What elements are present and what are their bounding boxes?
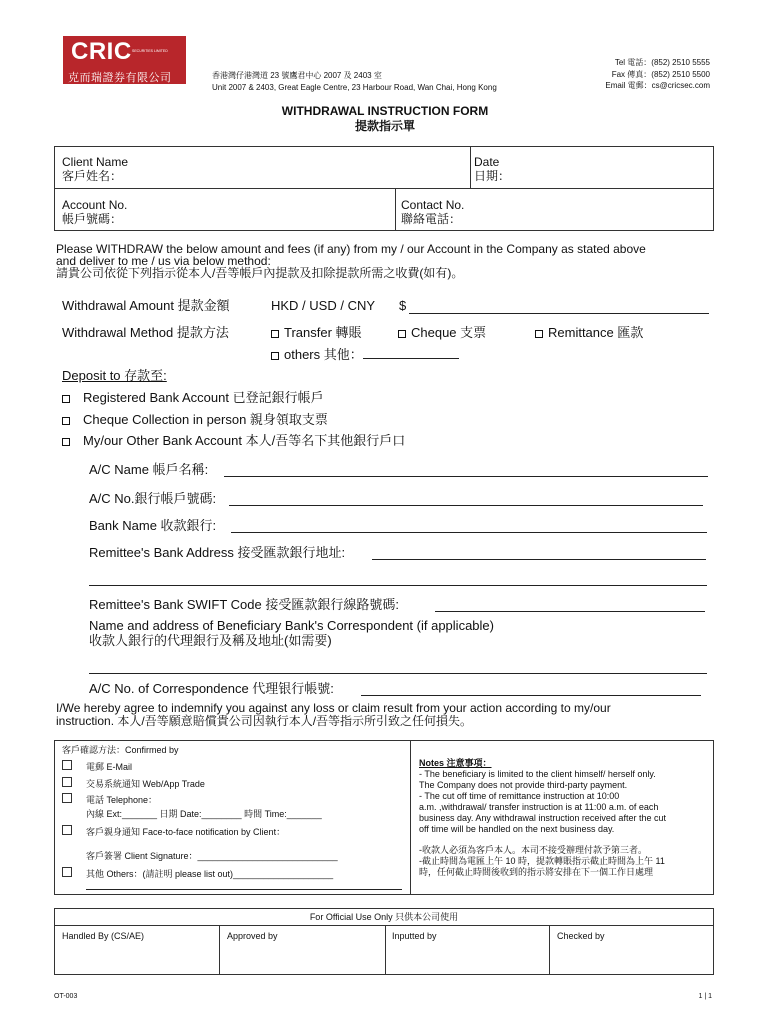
withdrawal-method-label: Withdrawal Method 提款方法	[62, 325, 229, 340]
client-signature[interactable]: 客戶簽署 Client Signature：____________________________	[86, 851, 338, 861]
transfer-label: Transfer 轉賬	[284, 325, 362, 340]
client-name-field[interactable]	[62, 155, 128, 183]
confirm-app[interactable]	[62, 777, 205, 790]
currency-label: HKD / USD / CNY	[271, 298, 376, 313]
logo-text: CRIC	[71, 38, 132, 65]
note-6: off time will be handled on the next business day.	[419, 824, 615, 834]
withdraw-instruction	[56, 243, 646, 279]
logo-chinese-text: 克而瑞證券有限公司	[68, 72, 172, 84]
remittee-address-label: Remittee's Bank Address 接受匯款銀行地址:	[89, 545, 346, 560]
note-8: -截止時間為電匯上午 10 時，提款轉賬指示截止時間為上午 11	[419, 856, 665, 866]
registered-label: Registered Bank Account 已登記銀行帳戶	[83, 390, 324, 405]
phone-confirm-label: 電話 Telephone：	[86, 795, 158, 805]
confirm-email[interactable]	[62, 760, 132, 773]
confirm-others[interactable]	[62, 867, 333, 880]
inputted-by-cell[interactable]: Inputted by	[392, 931, 437, 941]
face-confirm-label: 客戶親身通知 Face-to-face notification by Client：	[86, 827, 286, 837]
withdrawal-amount-label: Withdrawal Amount 提款金額	[62, 298, 230, 313]
deposit-option-other[interactable]	[62, 433, 405, 448]
method-others[interactable]	[271, 346, 459, 362]
confirm-face[interactable]	[62, 825, 285, 838]
correspondent-label-en: Name and address of Beneficiary Bank's Correspondent (if applicable)	[89, 618, 494, 633]
ac-correspondence-input[interactable]	[361, 681, 701, 696]
correspondent-label-cn: 收款人銀行的代理銀行及稱及地址(如需要)	[89, 633, 332, 648]
note-1: - The beneficiary is limited to the client himself/ herself only.	[419, 769, 656, 779]
confirm-others-input[interactable]	[86, 881, 402, 890]
confirm-others-checkbox[interactable]	[62, 867, 72, 877]
cheque-collection-label: Cheque Collection in person 親身領取支票	[83, 412, 328, 427]
correspondent-input[interactable]	[89, 659, 707, 674]
form-code: OT-003	[54, 993, 78, 1000]
tel: Tel 電話：(852) 2510 5555	[614, 58, 710, 67]
cheque-collection-checkbox[interactable]	[62, 417, 70, 425]
company-logo	[63, 36, 186, 84]
bank-name-label: Bank Name 收款銀行:	[89, 518, 217, 533]
note-7: -收款人必須為客戶本人。本司不接受辦理付款予第三者。	[419, 845, 647, 855]
amount-input[interactable]	[409, 299, 709, 314]
email-checkbox[interactable]	[62, 760, 72, 770]
remittee-address-input[interactable]	[372, 545, 706, 560]
email: Email 電郵：cs@cricsec.com	[605, 81, 710, 90]
instruction-line2: and deliver to me / us via below method:	[56, 254, 271, 268]
account-label: Account No.	[62, 198, 128, 212]
client-name-label: Client Name	[62, 155, 129, 169]
swift-code-label: Remittee's Bank SWIFT Code 接受匯款銀行線路號碼:	[89, 597, 399, 612]
note-2: The Company does not provide third-party payment.	[419, 780, 628, 790]
app-checkbox[interactable]	[62, 777, 72, 787]
cheque-label: Cheque 支票	[411, 325, 487, 340]
notes	[419, 758, 709, 878]
ac-no-input[interactable]	[229, 491, 703, 506]
official-use-title: For Official Use Only 只供本公司使用	[309, 912, 459, 922]
form-title-cn: 提款指示單	[354, 119, 415, 133]
deposit-option-cheque[interactable]	[62, 412, 328, 427]
cheque-checkbox[interactable]	[398, 330, 406, 338]
confirm-others-label: 其他 Others：(請註明 please list out)____________________	[86, 869, 334, 879]
ac-name-input[interactable]	[224, 462, 708, 477]
page-number: 1 | 1	[698, 993, 712, 1000]
method-transfer[interactable]	[271, 325, 362, 340]
ac-no-label: A/C No.銀行帳戶號碼:	[89, 491, 217, 506]
others-input[interactable]	[363, 346, 459, 359]
app-confirm-label: 交易系統通知 Web/App Trade	[86, 779, 205, 789]
date-label: Date	[474, 155, 500, 169]
deposit-title: Deposit to 存款至:	[62, 368, 167, 383]
ac-name-label: A/C Name 帳戶名稱:	[89, 462, 209, 477]
swift-code-input[interactable]	[435, 597, 705, 612]
logo-small-text: SECURITIES LIMITED	[132, 49, 168, 53]
form-title	[0, 104, 770, 134]
others-label: others 其他：	[284, 347, 363, 362]
method-cheque[interactable]	[398, 325, 486, 340]
note-4: a.m. ,withdrawal/ transfer instruction is at 11:00 a.m. of each	[419, 802, 659, 812]
date-label-cn: 日期：	[474, 169, 511, 183]
notes-title: Notes 注意事項：	[419, 758, 492, 768]
other-bank-label: My/our Other Bank Account 本人/吾等名下其他銀行戶口	[83, 433, 406, 448]
handled-by-cell[interactable]: Handled By (CS/AE)	[62, 931, 145, 941]
indemnity-statement	[56, 702, 611, 728]
note-9: 時，任何截止時間後收到的指示將安排在下一個工作日處理	[419, 867, 654, 877]
indemnity-line2: instruction. 本人/吾等願意賠償貴公司因執行本人/吾等指示所引致之任何損失。	[56, 714, 473, 728]
others-checkbox[interactable]	[271, 352, 279, 360]
address-en: Unit 2007 & 2403, Great Eagle Centre, 23 Harbour Road, Wan Chai, Hong Kong	[212, 82, 497, 92]
instruction-line3: 請貴公司依從下列指示從本人/吾等帳戶內提款及扣除提款所需之收費(如有)。	[56, 266, 464, 280]
account-label-cn: 帳戶號碼：	[62, 212, 123, 226]
confirm-ext-date-time[interactable]: 內線 Ext:_______ 日期 Date:________ 時間 Time:_______	[86, 809, 322, 819]
bank-name-input[interactable]	[231, 518, 707, 533]
form-title-en: WITHDRAWAL INSTRUCTION FORM	[281, 104, 489, 118]
address-cn: 香港灣仔港灣道 23 號鷹君中心 2007 及 2403 室	[212, 71, 382, 80]
checked-by-cell[interactable]: Checked by	[557, 931, 605, 941]
note-3: - The cut off time of remittance instruction at 10:00	[419, 791, 620, 801]
registered-checkbox[interactable]	[62, 395, 70, 403]
phone-checkbox[interactable]	[62, 793, 72, 803]
face-checkbox[interactable]	[62, 825, 72, 835]
client-name-label-cn: 客戶姓名：	[62, 169, 123, 183]
correspondent-label	[89, 618, 494, 648]
company-contact	[605, 57, 710, 92]
date-field[interactable]	[474, 155, 510, 183]
deposit-option-registered[interactable]	[62, 390, 324, 405]
dollar-sign: $	[399, 298, 407, 313]
remittee-address-input-2[interactable]	[89, 571, 707, 586]
ac-correspondence-label: A/C No. of Correspondence 代理银行帳號:	[89, 681, 334, 696]
indemnity-line1: I/We hereby agree to indemnify you against any loss or claim result from your action according to my/our	[56, 701, 611, 715]
contact-label: Contact No.	[401, 198, 465, 212]
confirm-title: 客戶確認方法：Confirmed by	[62, 745, 179, 755]
account-no-field[interactable]	[62, 198, 127, 226]
note-5: business day. Any withdrawal instruction received after the cut	[419, 813, 666, 823]
contact-no-field[interactable]	[401, 198, 464, 226]
email-confirm-label: 電郵 E-Mail	[86, 762, 133, 772]
other-bank-checkbox[interactable]	[62, 438, 70, 446]
instruction-line1: Please WITHDRAW the below amount and fees (if any) from my / our Account in the Company as stated above	[56, 242, 646, 256]
approved-by-cell[interactable]: Approved by	[227, 931, 278, 941]
confirm-phone[interactable]	[62, 793, 157, 806]
remittance-checkbox[interactable]	[535, 330, 543, 338]
method-remittance[interactable]	[535, 325, 643, 340]
company-address	[212, 70, 497, 93]
fax: Fax 傳真：(852) 2510 5500	[611, 69, 710, 79]
remittance-label: Remittance 匯款	[548, 325, 644, 340]
contact-label-cn: 聯絡電話：	[401, 212, 462, 226]
transfer-checkbox[interactable]	[271, 330, 279, 338]
